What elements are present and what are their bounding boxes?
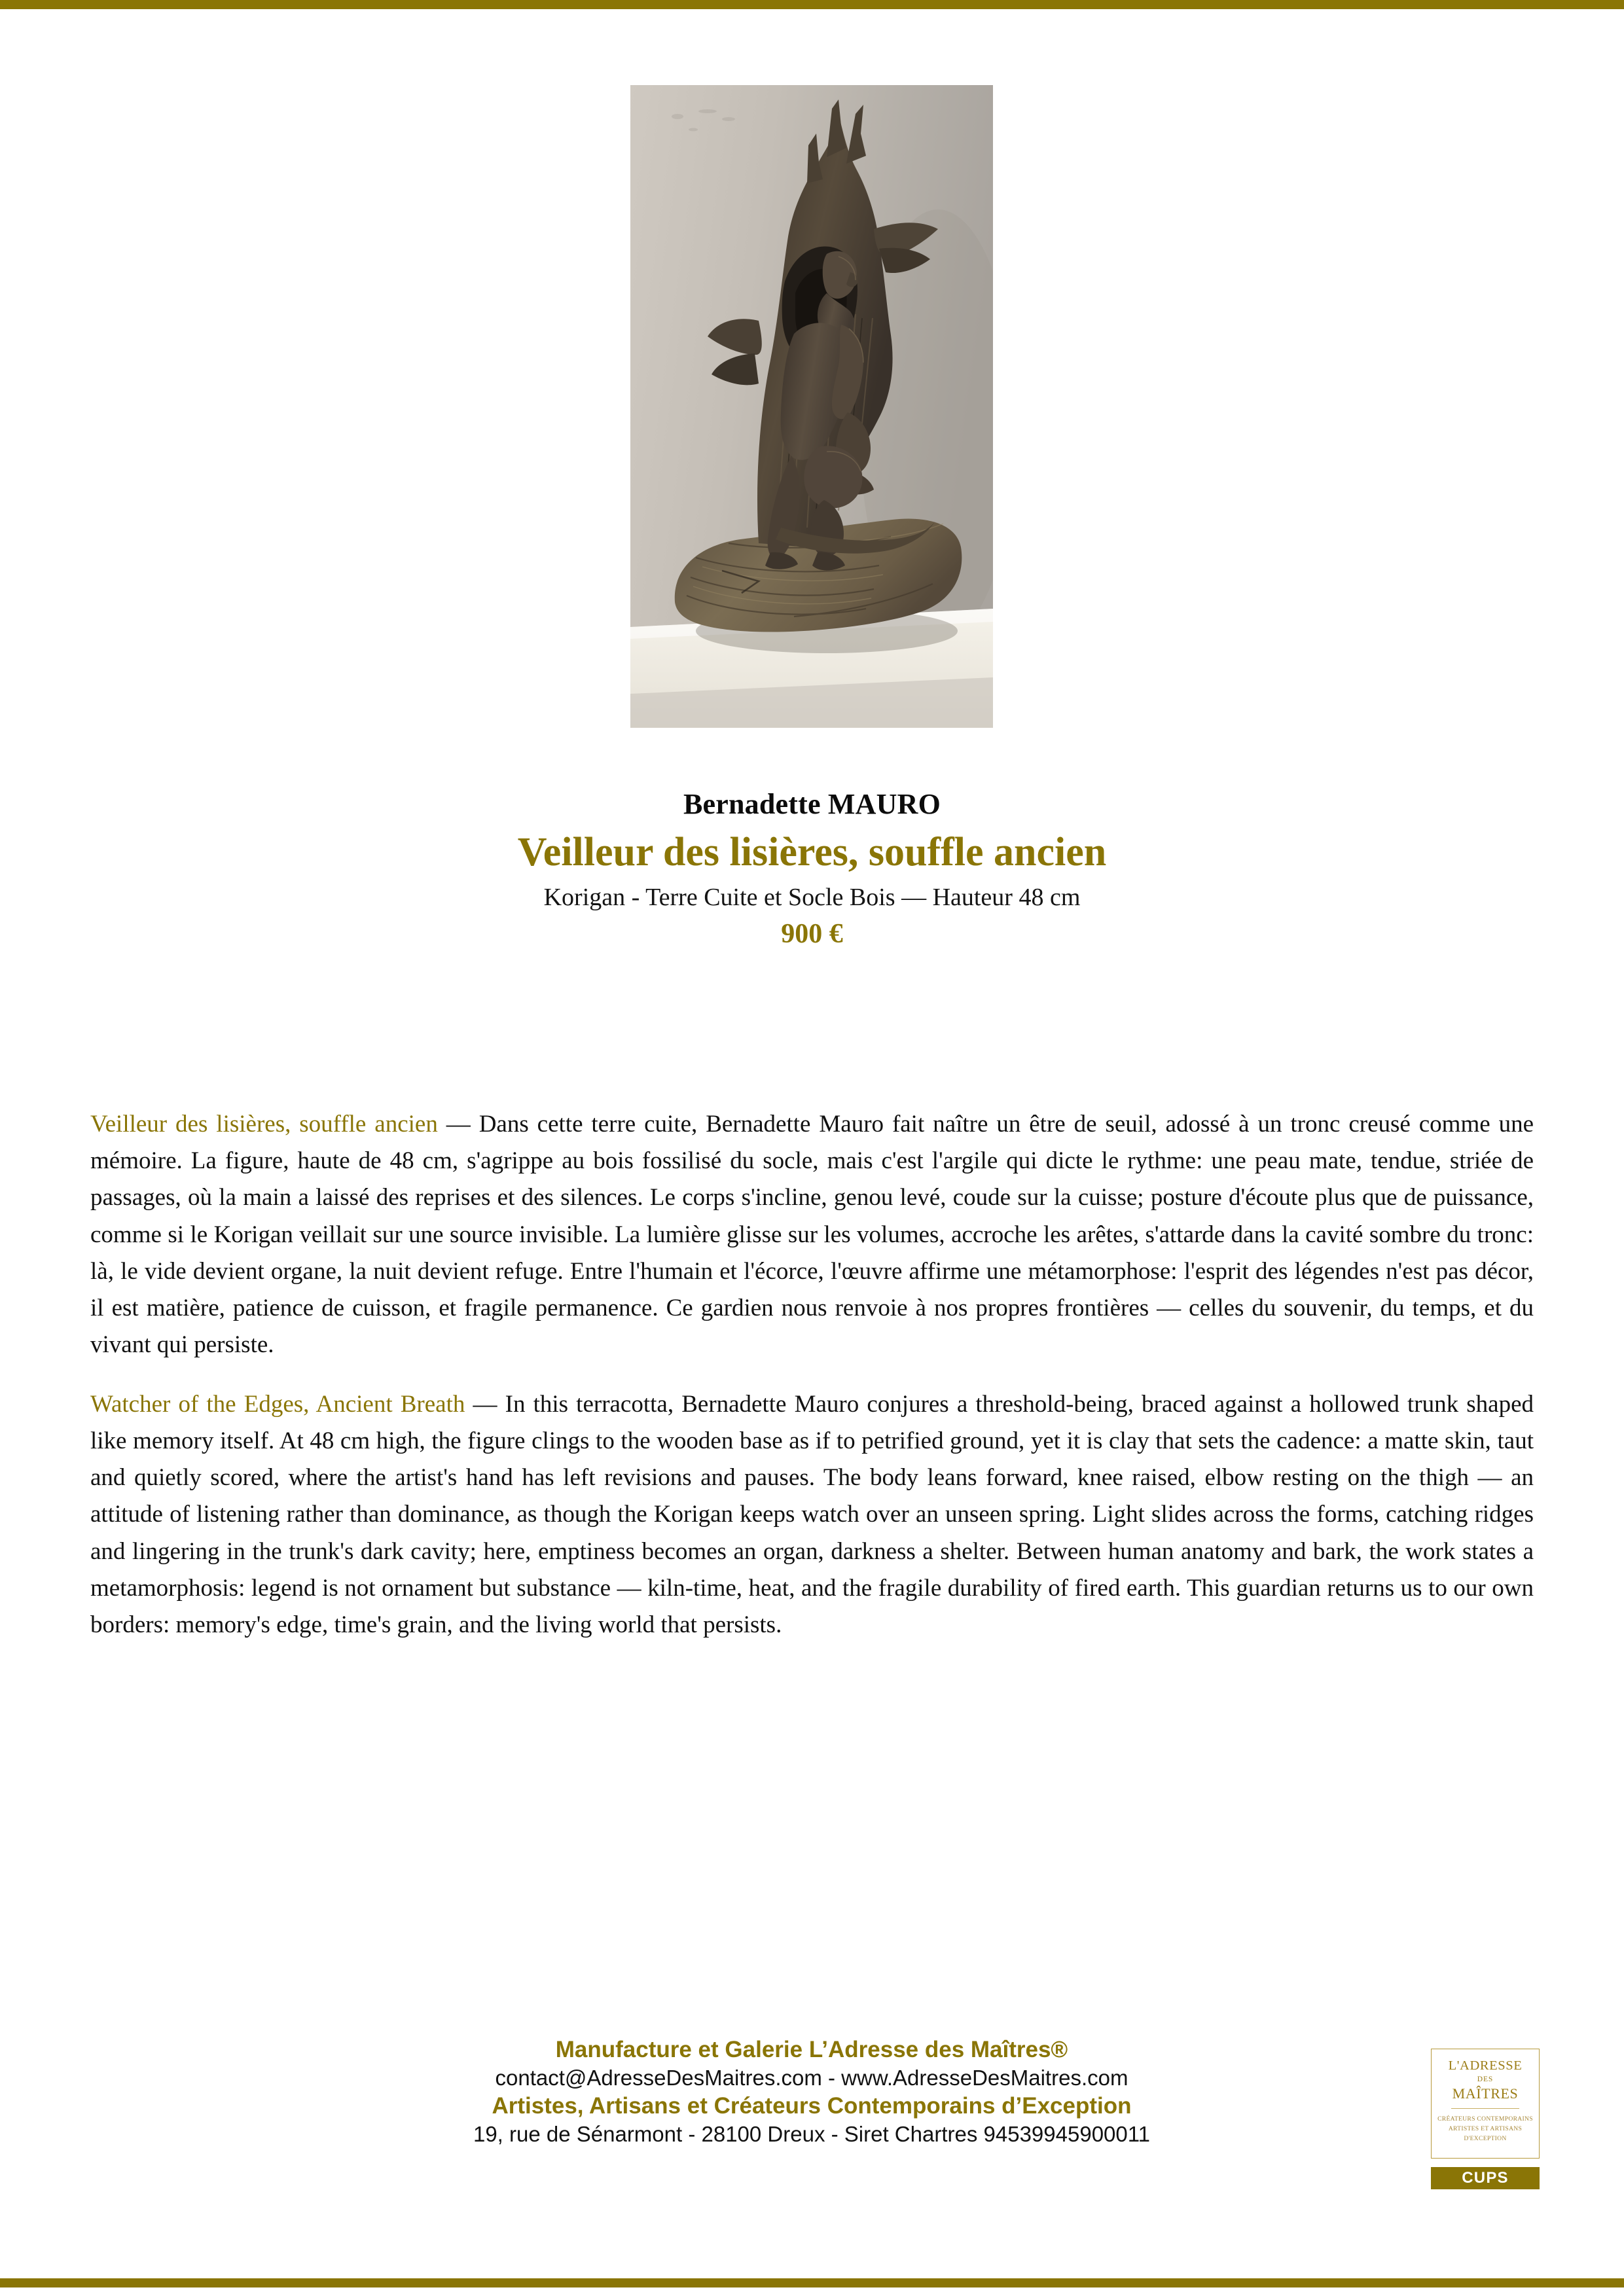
- artist-name: Bernadette MAURO: [683, 788, 941, 820]
- footer-contact-line[interactable]: contact@AdresseDesMaitres.com - www.AdresseDesMaitres.com: [495, 2066, 1128, 2090]
- description-lead-fr: Veilleur des lisières, souffle ancien: [90, 1111, 438, 1138]
- bottom-gold-rule: [0, 2278, 1624, 2287]
- footer-address-line: 19, rue de Sénarmont - 28100 Dreux - Siret Chartres 94539945900011: [473, 2121, 1151, 2146]
- logo-line-maitres: MAÎTRES: [1452, 2085, 1519, 2102]
- footer-text-block: [249, 2036, 1375, 2147]
- logo-line-des: DES: [1477, 2075, 1494, 2083]
- description-lead-en: Watcher of the Edges, Ancient Breath: [90, 1390, 465, 1418]
- title-block: [0, 789, 1624, 949]
- cups-badge: CUPS: [1431, 2167, 1540, 2189]
- brand-logo: [1431, 2049, 1540, 2189]
- footer-company-name: Manufacture et Galerie L’Adresse des Maîtres®: [555, 2037, 1068, 2062]
- description-body-en: — In this terracotta, Bernadette Mauro conjures a threshold-being, braced against a hollowed trunk shaped like memory itself. At 48 cm high, the figure clings to the wooden base as if to petrified ground, yet it is clay that sets the cadence: a matte skin, taut and quietly scored, where the artist's hand has left revisions and pauses. The body leans forward, knee raised, elbow resting on the thigh — an attitude of listening rather than dominance, as though the Korigan keeps watch over an unseen spring. Light slides across the forms, catching ridges and lingering in the trunk's dark cavity; here, emptiness becomes an organ, darkness a shelter. Between human anatomy and bark, the work states a metamorphosis: legend is not ornament but substance — kiln-time, heat, and the fragile durability of fired earth. This guardian returns us to our own borders: memory's edge, time's grain, and the living world that persists.: [90, 1390, 1534, 1639]
- sculpture-illustration: [630, 85, 993, 728]
- logo-card: [1431, 2049, 1540, 2159]
- description-section: [90, 1106, 1534, 1643]
- top-gold-rule: [0, 0, 1624, 9]
- logo-line-adresse: L'ADRESSE: [1448, 2058, 1523, 2073]
- footer-tagline: Artistes, Artisans et Créateurs Contemporains d’Exception: [492, 2092, 1132, 2119]
- logo-divider: [1451, 2108, 1519, 2109]
- description-body-fr: — Dans cette terre cuite, Bernadette Mauro fait naître un être de seuil, adossé à un tronc creusé comme une mémoire. La figure, haute de 48 cm, s'agrippe au bois fossilisé du socle, mais c'est l'argile qui dicte le rythme: une peau mate, tendue, striée de passages, où la main a laissé des reprises et des silences. Le corps s'incline, genou levé, coude sur la cuisse; posture d'écoute plus que de puissance, comme si le Korigan veillait sur une source invisible. La lumière glisse sur les volumes, accroche les arêtes, s'attarde dans la cavité sombre du tronc: là, le vide devient organe, la nuit devient refuge. Entre l'humain et l'écorce, l'œuvre affirme une métamorphose: l'esprit des légendes n'est pas décor, il est matière, patience de cuisson, et fragile permanence. Ce gardien nous renvoie à nos propres frontières — celles du souvenir, du temps, et du vivant qui persiste.: [90, 1111, 1534, 1359]
- logo-subtitle-3: D'EXCEPTION: [1464, 2134, 1507, 2142]
- artwork-title: Veilleur des lisières, souffle ancien: [517, 830, 1107, 875]
- description-paragraph-en: [90, 1386, 1534, 1644]
- artwork-price: 900 €: [781, 919, 843, 950]
- logo-subtitle-2: ARTISTES ET ARTISANS: [1448, 2125, 1523, 2132]
- artwork-photograph: [630, 85, 993, 728]
- description-paragraph-fr: [90, 1106, 1534, 1364]
- artwork-medium: Korigan - Terre Cuite et Socle Bois — Hauteur 48 cm: [543, 884, 1081, 912]
- logo-subtitle-1: CRÉATEURS CONTEMPORAINS: [1437, 2115, 1533, 2123]
